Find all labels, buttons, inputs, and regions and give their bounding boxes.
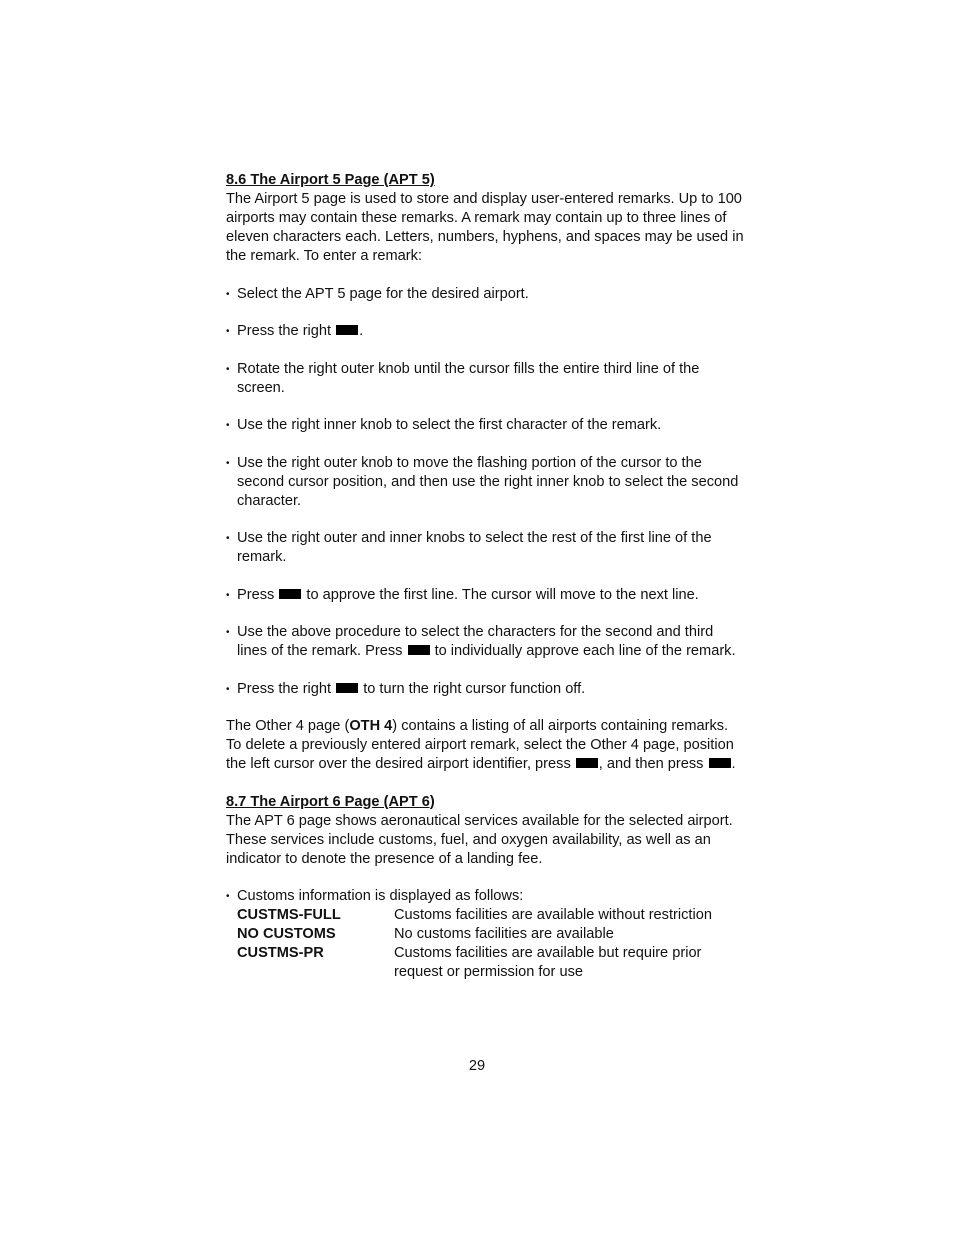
- bullet-icon: •: [226, 627, 230, 638]
- key-symbol-icon: [709, 758, 731, 768]
- bullet-icon: •: [226, 420, 230, 431]
- step-approve-first-line: • Press to approve the first line. The cursor will move to the next line.: [226, 586, 699, 603]
- apt5-intro-paragraph: The Airport 5 page is used to store and display user-entered remarks. Up to 100 airports may contain these remarks. A remark may contain up to three lines of eleven characters each. Letters, numbers, hyphens, and spaces may be used in the remark. To enter a remark:: [226, 191, 744, 264]
- customs-intro: • Customs information is displayed as follows:: [226, 888, 524, 904]
- step-second-third-lines: • Use the above procedure to select the characters for the second and third lines of the remark. Press to individually approve each line of the remark.: [226, 624, 736, 659]
- key-symbol-icon: [576, 758, 598, 768]
- customs-description: Customs facilities are available but require prior request or permission for use: [394, 945, 702, 980]
- apt6-intro-paragraph: The APT 6 page shows aeronautical services available for the selected airport. These services include customs, fuel, and oxygen availability, as well as an indicator to denote the presence of a landing fee.: [226, 812, 733, 867]
- step-second-character: • Use the right outer knob to move the flashing portion of the cursor to the second cursor position, and then use the right inner knob to select the second character.: [226, 454, 739, 509]
- step-select-page: • Select the APT 5 page for the desired airport.: [226, 285, 529, 302]
- key-symbol-icon: [408, 645, 430, 655]
- step-rotate-outer-knob: • Rotate the right outer knob until the cursor fills the entire third line of the screen.: [226, 360, 700, 396]
- customs-definition-list: [226, 906, 746, 982]
- customs-description: No customs facilities are available: [394, 926, 614, 942]
- customs-term: NO CUSTOMS: [237, 926, 336, 942]
- customs-description: Customs facilities are available without restriction: [394, 907, 712, 923]
- key-symbol-icon: [336, 683, 358, 693]
- customs-term: CUSTMS-PR: [237, 945, 324, 961]
- section-heading-apt5: 8.6 The Airport 5 Page (APT 5): [226, 172, 435, 188]
- bullet-icon: •: [226, 533, 230, 544]
- customs-definition-row: [237, 906, 746, 925]
- manual-page: [226, 171, 746, 982]
- customs-definition-row: [237, 944, 746, 982]
- bullet-icon: •: [226, 288, 230, 300]
- bullet-icon: •: [226, 326, 230, 337]
- oth4-label: OTH 4: [349, 718, 393, 734]
- bullet-icon: •: [226, 683, 230, 695]
- other4-paragraph: The Other 4 page (OTH 4) contains a listing of all airports containing remarks. To delete a previously entered airport remark, select the Other 4 page, position the left cursor over the desired airport identifier, press , and then press .: [226, 718, 736, 772]
- key-symbol-icon: [279, 589, 301, 599]
- section-heading-apt6: 8.7 The Airport 6 Page (APT 6): [226, 793, 435, 810]
- step-rest-of-line: • Use the right outer and inner knobs to select the rest of the first line of the remark.: [226, 530, 712, 565]
- bullet-icon: •: [226, 891, 230, 902]
- step-inner-knob-first-char: • Use the right inner knob to select the first character of the remark.: [226, 417, 662, 433]
- page-number: 29: [468, 1058, 486, 1074]
- bullet-icon: •: [226, 457, 230, 469]
- bullet-icon: •: [226, 363, 230, 375]
- customs-term: CUSTMS-FULL: [237, 907, 341, 923]
- key-symbol-icon: [336, 325, 358, 335]
- step-cursor-off: • Press the right to turn the right cursor function off.: [226, 680, 586, 697]
- bullet-icon: •: [226, 589, 230, 601]
- customs-definition-row: [237, 925, 746, 944]
- step-press-right-key: • Press the right .: [226, 323, 364, 339]
